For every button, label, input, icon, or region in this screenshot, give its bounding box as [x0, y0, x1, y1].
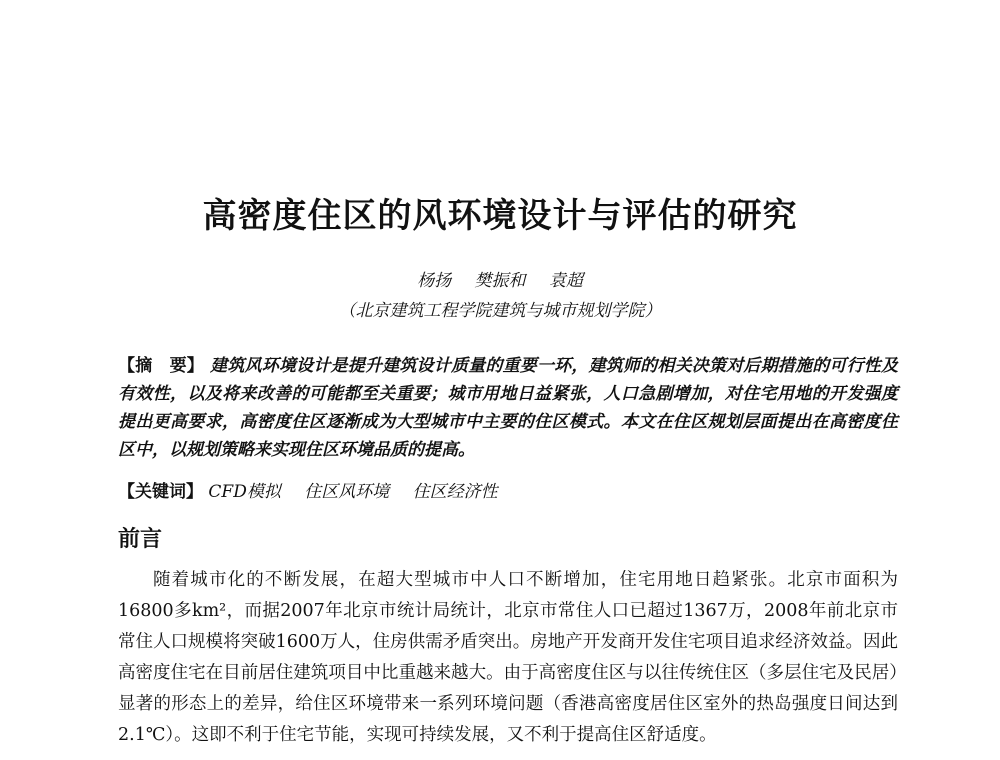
paper-title: 高密度住区的风环境设计与评估的研究 — [202, 196, 798, 236]
abstract-label: 【摘 要】 — [118, 356, 205, 376]
keyword: CFD模拟 — [208, 482, 281, 502]
keyword: 住区经济性 — [412, 482, 498, 502]
keywords — [118, 478, 898, 506]
body-paragraph: 随着城市化的不断发展，在超大型城市中人口不断增加，住宅用地日趋紧张。北京市面积为16800多km²，而据2007年北京市统计局统计，北京市常住人口已超过1367万，2008年前北京市常住人口规模将突破1600万人，住房供需矛盾突出。房地产开发商开发住宅项目追求经济效益。因此高密度住宅在目前居住建筑项目中比重越来越大。由于高密度住区与以往传统住区（多层住宅及民居）显著的形态上的差异，给住区环境带来一系列环境问题（香港高密度居住区室外的热岛强度日间达到2.1℃）。这即不利于住宅节能，实现可持续发展，又不利于提高住区舒适度。 — [118, 570, 898, 745]
author-name: 杨扬 — [417, 271, 452, 291]
abstract — [118, 352, 898, 464]
keyword: 住区风环境 — [304, 482, 390, 502]
author-name: 袁超 — [548, 271, 583, 291]
author-list — [0, 266, 1000, 291]
section-heading: 前言 — [118, 526, 163, 552]
keywords-label: 【关键词】 — [118, 482, 203, 502]
author-affiliation: （北京建筑工程学院建筑与城市规划学院） — [338, 301, 662, 321]
author-name: 樊振和 — [474, 271, 526, 291]
abstract-text: 建筑风环境设计是提升建筑设计质量的重要一环，建筑师的相关决策对后期措施的可行性及有效性，以及将来改善的可能都至关重要；城市用地日益紧张，人口急剧增加，对住宅用地的开发强度提出更高要求，高密度住区逐渐成为大型城市中主要的住区模式。本文在住区规划层面提出在高密度住区中，以规划策略来实现住区环境品质的提高。 — [118, 356, 899, 460]
